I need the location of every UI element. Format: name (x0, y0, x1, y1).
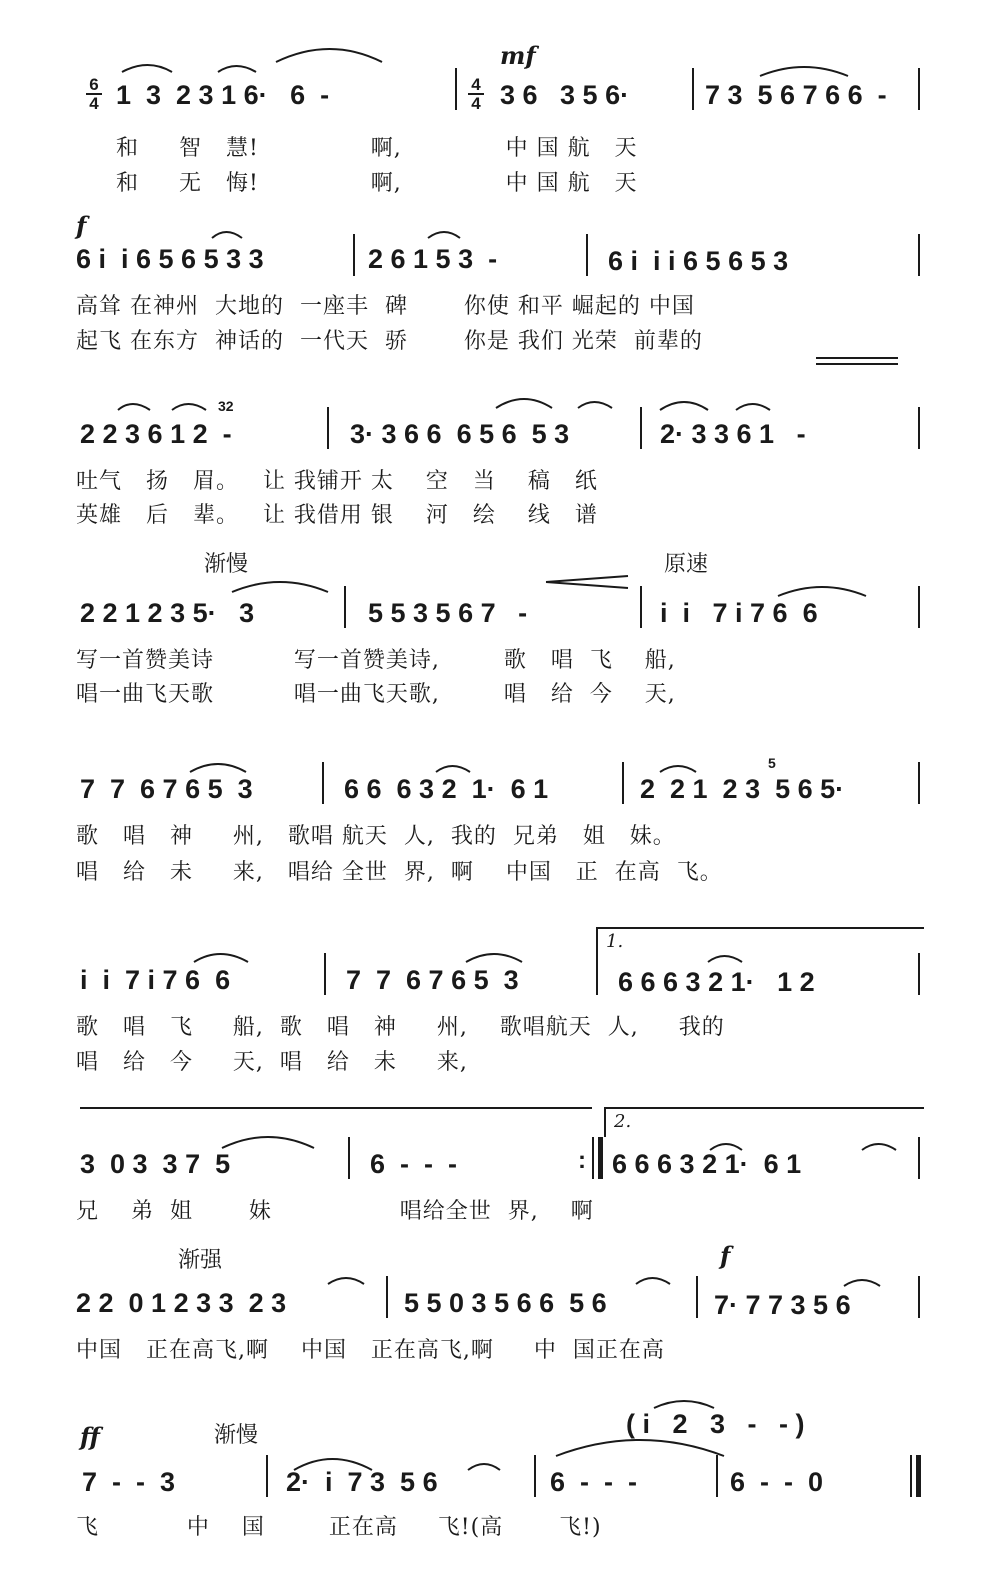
lyrics-verse-1: 吐气 扬 眉。 让 我铺开 太 空 当 稿 纸 (76, 469, 598, 494)
notes-measure-2: 3 6 3 5 6· (500, 80, 630, 110)
barline (918, 68, 920, 110)
notes-measure-1: 7 7 6 7 6 5 3 (80, 774, 253, 804)
barline (348, 1137, 350, 1179)
notes-measure-2: 6 6 6 3 2 1· 6 1 (344, 774, 549, 804)
barline (455, 68, 457, 110)
repeat-barline-thick (598, 1137, 603, 1179)
notes-measure-3: 6 6 6 3 2 1· 6 1 (612, 1149, 802, 1179)
lyrics-verse-1: 写一首赞美诗 写一首赞美诗, 歌 唱 飞 船, (76, 648, 676, 673)
notes-measure-1: 6 i i 6 5 6 5 3 3 (76, 244, 264, 274)
lyrics-verse-1: 兄 弟 姐 妹 唱给全世 界, 啊 (76, 1199, 594, 1224)
notes-measure-3: 2 2 1 2 3 5 6 5· (640, 774, 845, 804)
lyrics-verse-2: 英雄 后 辈。 让 我借用 银 河 绘 线 谱 (76, 503, 598, 528)
first-ending-bracket-continued (80, 1107, 592, 1109)
notes-measure-3: 2· 3 3 6 1 - (660, 419, 806, 449)
second-ending-bracket: 2. (604, 1107, 924, 1137)
barline (386, 1276, 388, 1318)
barline (918, 234, 920, 276)
notes-measure-2: 6 - - - (370, 1149, 457, 1179)
grace-note: 5 (768, 755, 776, 771)
notes-measure-1: 1 3 2 3 1 6· 6 - (116, 80, 330, 110)
final-barline-thick (916, 1455, 921, 1497)
notes-measure-1: 2 2 0 1 2 3 3 2 3 (76, 1288, 287, 1318)
lyrics-verse-1: 歌 唱 神 州, 歌唱 航天 人, 我的 兄弟 姐 妹。 (76, 824, 676, 849)
barline (918, 762, 920, 804)
lyrics-verse-2: 和 无 悔! 啊, 中 国 航 天 (116, 171, 638, 196)
barline (640, 407, 642, 449)
time-signature-6-4: 6 4 (86, 76, 102, 112)
lyrics-verse-1: 飞 中 国 正在高 飞!(高 飞!) (76, 1515, 602, 1540)
barline (918, 586, 920, 628)
tempo-marking: 渐慢 (204, 552, 249, 577)
first-ending-bracket: 1. (596, 927, 924, 957)
notes-measure-3: 6 i i i 6 5 6 5 3 (608, 246, 789, 276)
lyrics-verse-2: 唱 给 未 来, 唱给 全世 界, 啊 中国 正 在高 飞。 (76, 860, 723, 885)
system-5 (0, 740, 996, 910)
system-9 (0, 1395, 996, 1581)
barline (596, 953, 598, 995)
parenthesized-notes: ( i 2 3 - - ) (626, 1409, 805, 1439)
notes-measure-2: 2 6 1 5 3 - (368, 244, 498, 274)
barline (918, 1137, 920, 1179)
notes-measure-2: 7 7 6 7 6 5 3 (346, 965, 519, 995)
tempo-marking: 渐慢 (214, 1423, 259, 1448)
lyrics-verse-1: 高耸 在神州 大地的 一座丰 碑 你使 和平 崛起的 中国 (76, 294, 695, 319)
system-6 (0, 925, 996, 1085)
repeat-barline-thin (592, 1137, 594, 1179)
barline (322, 762, 324, 804)
lyrics-verse-2: 起飞 在东方 神话的 一代天 骄 你是 我们 光荣 前辈的 (76, 329, 703, 354)
barline (622, 762, 624, 804)
notes-measure-1: 2 2 1 2 3 5· 3 (80, 598, 255, 628)
lyrics-verse-1: 中国 正在高飞,啊 中国 正在高飞,啊 中 国正在高 (76, 1338, 665, 1363)
tempo-marking: 渐强 (178, 1248, 223, 1273)
notes-measure-2: 5 5 0 3 5 6 6 5 6 (404, 1288, 607, 1318)
lyrics-verse-1: 歌 唱 飞 船, 歌 唱 神 州, 歌唱航天 人, 我的 (76, 1015, 725, 1040)
lyrics-verse-2: 唱 给 今 天, 唱 给 未 来, (76, 1050, 468, 1075)
barline (918, 407, 920, 449)
lyrics-verse-2: 唱一曲飞天歌 唱一曲飞天歌, 唱 给 今 天, (76, 682, 676, 707)
barline (640, 586, 642, 628)
notes-measure-3: 7 3 5 6 7 6 6 - (705, 80, 887, 110)
notes-measure-2: 2· i 7 3 5 6 (286, 1467, 438, 1497)
notes-measure-3: 6 - - - (550, 1467, 637, 1497)
barline (692, 68, 694, 110)
system-8 (0, 1240, 996, 1380)
notes-measure-1: i i 7 i 7 6 6 (80, 965, 231, 995)
barline (918, 1276, 920, 1318)
dynamic-mark: f (76, 211, 87, 240)
system-7 (0, 1105, 996, 1245)
barline (586, 234, 588, 276)
notes-measure-1: 7 - - 3 (82, 1467, 176, 1497)
final-barline-thin (910, 1455, 912, 1497)
grace-note: 32 (218, 398, 234, 414)
barline (324, 953, 326, 995)
time-signature-4-4: 4 4 (468, 76, 484, 112)
system-4 (0, 550, 996, 720)
notes-measure-1: 3 0 3 3 7 5 (80, 1149, 231, 1179)
dynamic-mark: mf (500, 41, 536, 70)
lyrics-verse-1: 和 智 慧! 啊, 中 国 航 天 (116, 136, 638, 161)
repeat-dots: : (578, 1147, 586, 1174)
barline (344, 586, 346, 628)
system-2 (0, 210, 996, 380)
barline (266, 1455, 268, 1497)
notes-measure-2: 5 5 3 5 6 7 - (368, 598, 528, 628)
notes-measure-1: 2 2 3 6 1 2 - (80, 419, 232, 449)
barline (534, 1455, 536, 1497)
notes-measure-3: i i 7 i 7 6 6 (660, 598, 818, 628)
barline (716, 1455, 718, 1497)
notes-measure-3: 7· 7 7 3 5 6 (714, 1290, 851, 1320)
barline (353, 234, 355, 276)
dynamic-mark: f (720, 1241, 731, 1270)
system-1 (0, 40, 996, 210)
system-3 (0, 385, 996, 555)
barline (696, 1276, 698, 1318)
tempo-marking: 原速 (664, 552, 709, 577)
notes-measure-3: 6 6 6 3 2 1· 1 2 (618, 967, 815, 997)
notes-measure-4: 6 - - 0 (730, 1467, 824, 1497)
notes-measure-2: 3· 3 6 6 6 5 6 5 3 (350, 419, 570, 449)
dynamic-mark: ff (80, 1422, 100, 1451)
barline (918, 953, 920, 995)
barline (327, 407, 329, 449)
